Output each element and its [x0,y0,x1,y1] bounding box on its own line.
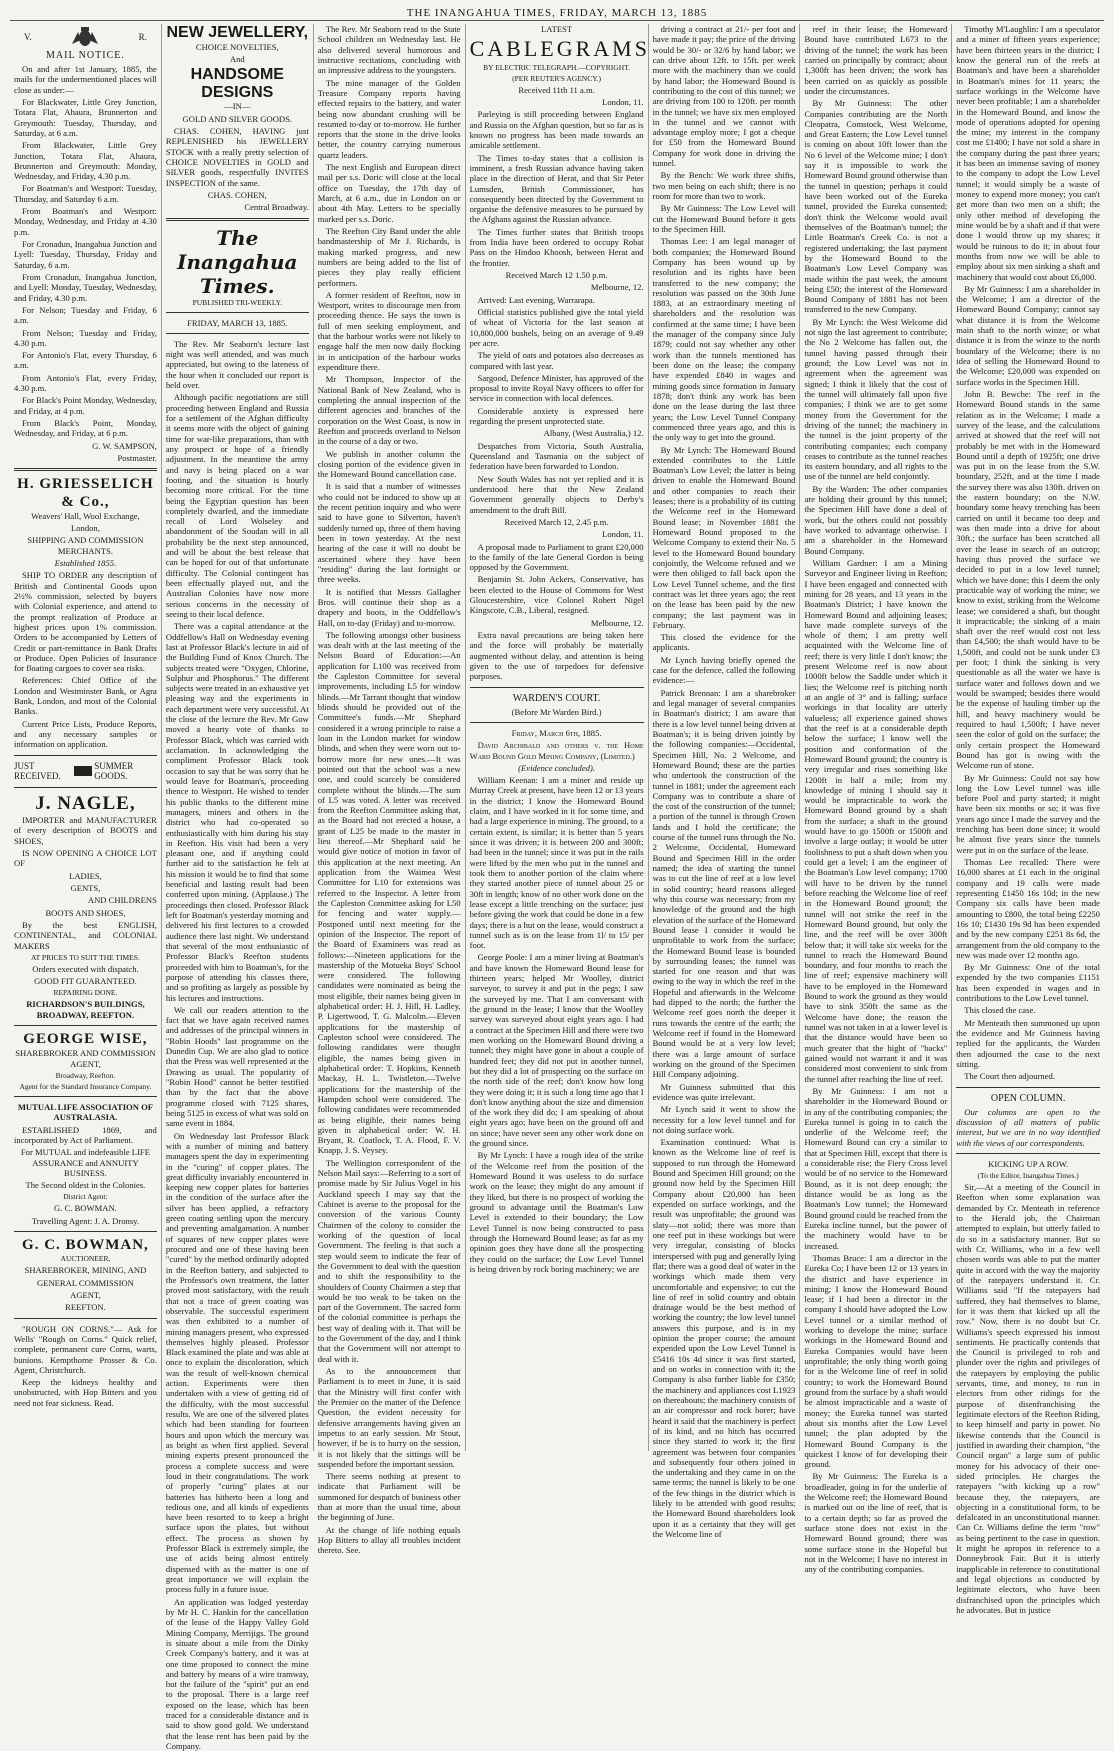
column-3 [314,24,466,1556]
jewellery-sign-address: Central Broadway. [244,202,309,213]
divider [470,687,644,688]
griesselich-title: H. GRIESSELICH & Co., [17,476,154,510]
divider [14,1025,157,1026]
paragraph: From Antonio's Flat, every Friday, 4.30 p.m. [14,372,157,394]
evidence-body [653,24,796,1539]
received-line: Received March 12 1.50 p.m. [505,270,608,281]
paragraph: By Mr Guinness: The Low Level will cut the Homeward Bound before it gets to the Specimen Hill. [652,203,796,234]
paragraph: New South Wales has not yet replied and it is understood here that the New Zealand Government generally objects to Derby's amendment to the draft Bill. [469,473,644,515]
griesselich-body [14,570,157,749]
editorial-body [166,339,309,1751]
column-4 [466,24,649,1451]
wardens-court-note: (Evidence concluded). [518,762,595,773]
griesselich-city: London, [70,523,100,534]
divider [166,312,309,313]
just-received-banner [14,761,157,783]
paragraph: Extra naval precautions are being taken here and the force will probably be materially augmented without delay, and attention is being given to the use of torpedoes for defensive purposes. [469,630,644,682]
newspaper-title: The Inangahua Times. [177,225,298,298]
paragraph: As to the announcement that Parliament is to meet in June, it is said that the Ministry will first confer with the Premier on the matter of the Defence Question, the evident necessity for defensive arrangements having given an impetus to an early session. Mr Stout, however, if he is to hurry on the session, it is not likely that the sittings will be suspended before the important session. [317,1366,461,1469]
nagle-text: GOOD FIT GUARANTEED. [34,976,137,987]
received-line: Received March 12, 2.45 p.m. [504,516,609,527]
mutual-text: District Agent: [63,1192,108,1202]
wise-title: GEORGE WISE, [23,1031,148,1048]
open-column-title: OPEN COLUMN. [990,1092,1066,1104]
paragraph: We call our readers attention to the fact that we have again received names and addresses of the principal winners in "Robin Hoods" last programme on the Dunedin Cup. We are also glad to notice that the Press was well represented at the Drawing as usual. The popularity of "Robin Hood" cannot be better testified than by the fact that the above programme closed with 7125 shares, being 5125 in excess of what was sold on same event in 1884. [165,1004,309,1129]
paragraph: SHIP TO ORDER any description of British and Continental Goods upon 2½% commission, selected by buyers with Colonial experience, and attend to the prompt realization of Produce at highest prices upon 1% commission. Orders to be accompanied by Letters of Credit or part-remittance in Bank Drafts or Produce. Open Policies of Insurance for floating cargoes to cover sea risks. [14,570,157,674]
paragraph: The Reefton City Band under the able bandmastership of Mr J. Richards, is making marked progress, and new numbers are being added to the list of pieces they play really efficient performers. [317,225,461,288]
nagle-text: LADIES, [69,870,102,881]
editorial-date: FRIDAY, MARCH 13, 1885. [187,317,288,328]
cable-group [470,542,644,616]
divider [956,1153,1100,1154]
local-news-body [318,24,461,1556]
paragraph: reef in their lease; the Homeward Bound have contributed L673 to the driving of the tunnel; the work has been carried on principally by contract; about 1,300ft has been driven; the work has been carried on as quickly as possible under the circumstances. [804,24,948,96]
paragraph: Sir,—At a meeting of the Council in Reefton when some explanation was demanded by Cr. Menteath in reference to the Herald job, the Chairman attempted to explain, but utterly failed to do so in a satisfactory manner. But so with Cr. Williams, who in a few well chosen words was able to put the matter quite in accord with the way the majority of the ratepayers understand it. Cr. Williams said "If the ratepayers had suffered, they had themselves to blame, for it was them that kicked up all the row." Now, there is no doubt but Cr. Williams's speech expressed his inmost sentiments. He practically contends that the Council is privileged to rob and plunder over the rights and privileges of the ratepayers by employing the public servants, time, and money, to run in electors from other ridings for the purpose of disenfranchising the legitimate electors of the Reefton Riding, to keep himself and party in power. No likewise contends that the Council is justified in awarding their champion, "the Council organ" a large sum of public money for his advocacy of their one-sided principles. He charges the ratepayers "with kicking up a row" because they, the ratepayers, are objecting in a constitutional form, to be defalcated in an unconstitutional manner. Can Cr. Williams define the term "row" as being pertinent to the case in question. It might be apropos in reference to a Donneybrook Fair. But it is utterly inapplicable in reference to constitutional and legal objections as conducted by legitimate electors, who have been disfranchised upon the principles which he advocates. But in justice [956,1182,1100,1615]
paragraph: There seems nothing at present to indicate that Parliament will be summoned for despatch of business other than at more than the usual time, about the beginning of June. [317,1471,461,1523]
jewellery-sign: CHAS. COHEN, [207,189,267,200]
nagle-title: J. NAGLE, [35,793,136,815]
mail-notice-body [14,64,157,439]
divider [14,468,157,471]
paragraph: The yield of oats and potatoes also decreases as compared with last year. [469,350,644,371]
jewellery-title: NEW JEWELLERY, [166,24,309,41]
mutual-text: The Second oldest in the Colonies. [25,1180,146,1191]
evidence-body [956,24,1100,1082]
cable-group [470,109,644,268]
wise-text: Broadway, Reefton. [55,1070,116,1080]
coat-of-arms-icon [68,26,102,48]
paragraph: For Nelson; Tuesday and Friday, 6 a.m. [14,304,157,326]
paragraph: For Blackwater, Little Grey Junction, Totara Flat, Ahaura, Brunnerton and Greymouth: Tuesday, Thursday, and Saturday, at 6 a.m. [14,96,157,138]
paragraph: By Mr Guinness: Could not say how long the Low Level tunnel was idle before Pool and party started; it might have been six months or so; it was five years ago since I made the survey and the trenching has been done since; it would be almost five years since the tunnels were put in on the surface of the lease. [956,772,1100,855]
griesselich-address: Weavers' Hall, Wool Exchange, [31,510,140,521]
paragraph: It is said that a number of witnesses who could not be induced to show up at the recent petition inquiry and who were said to have gone to Silverton, haven't suddenly turned up, three of them having been in town yesterday. At the next hearing of the case it will no doubt be ascertained where they have been "residing" during the last fortnight or three weeks. [317,481,461,585]
column-6 [800,24,952,1575]
column-7 [952,24,1104,1615]
paragraph: Mr Guinness submitted that this evidence was quite irrelevant. [652,1081,796,1102]
cablegrams-agency: (PER REUTER'S AGENCY.) [512,73,602,83]
nagle-text: REPAIRING DONE. [53,988,118,998]
nagle-text: IMPORTER and MANUFACTURER of every description of BOOTS and SHOES, [14,815,157,846]
paragraph: Current Price Lists, Produce Reports, and any necessary samples or information on application. [14,718,157,750]
dateline: Melbourne, 12. [590,617,644,628]
paragraph: By Mr Guinness: I am not a shareholder in the Homeward Bound or in any of the contributing companies; the Eureka tunnel is going in to catch the underlie of the Welcome reef; the Homeward Bound can cry a similar to that at Specimen Hill, except that there is a considerable rise; the Fiery Cross level would be of no service to the Homeward Bound, as it is not deep enough; the distance would be as long as the Boatman's Low tunnel; the Homeward Bound ground could be reached from the Eureka incline tunnel, but the power of the machinery would have to be increased. [804,1085,948,1251]
jewellery-sub: CHOICE NOVELTIES, [195,41,279,52]
wardens-court-body [470,775,644,1274]
crest-left-letter: V. [24,31,32,42]
dateline: Albany, (West Australia,) 12. [543,428,644,439]
paragraph: Official statistics published give the total yield of wheat of Victoria for the last season at 10,800,000 bushels, being on an average of 9.49 per acre. [469,306,644,348]
paragraph: For Boatman's and Westport: Tuesday, Thursday, and Saturday 6 a.m. [14,183,157,204]
mutual-text: ESTABLISHED 1869, and incorporated by Act of Parliament. [14,1124,157,1145]
columns [10,24,1104,1751]
paragraph: Mr Lynch having briefly opened the case for the defence, called the following evidence:— [652,654,796,686]
letter-body [956,1182,1100,1615]
royal-crest [14,24,157,50]
nagle-text: IS NOW OPENING A CHOICE LOT OF [14,848,157,869]
evidence-body [804,24,947,1575]
divider [14,755,157,756]
paragraph: For Black's Point Monday, Wednesday, and Friday, at 4 p.m. [14,395,157,416]
paragraph: Timothy M'Laughlin: I am a speculator and a miner of fifteen years experience; have been thirteen years in the district; I know the general run of the reefs at Boatman's and have been a shareholder in Boatman's mines for 11 years; the surface workings in the Welcome have never been profitable; I am a shareholder in the Homeward Bound, and know the mode of operations adopted for opening the mine; my interest in the company cost me £1400; I have not sold a share in the company during the past three years; it has been an immense saving of money to the company to adopt the Low Level tunnel; it would simply be a waste of money to expend more money; you can't get more than two men on a shift; the only other method of developing the mine would be by a shaft and if that were done I would throw up my shares; it would be ruinous to do it; in about four months from now we will be able to employ about six men sinking a shaft and machinery that would cost about £6,000. [956,24,1100,282]
paragraph: At the change of life nothing equals Hop Bitters to allay all troubles incident thereto. See. [317,1524,461,1556]
paragraph: Considerable anxiety is expressed here regarding the present unprotected state. [469,405,644,427]
jewellery-sub: GOLD AND SILVER GOODS. [182,113,293,124]
paragraph: By Mr Lynch: I have a rough idea of the strike of the Welcome reef from the position of the Homeward Bound it was useless to do surface work on the lease; they might do any amount if they liked, but there is no prospect of working the ground to advantage until the Boatman's Low Level is extended to their boundary; the Low Level Tunnel is now being constructed to pass through the Homeward Bound lease; as far as my opinion goes they have done all the prospecting they could on the surface; the Low Level Tunnel is being driven by rock boring machinery; we are [469,1150,644,1274]
paragraph: An application was lodged yesterday by Mr H. C. Hankin for the cancellation of the lease of the Happy Valley Gold Mining Company, Merrijigs. The ground is situate about a mile from the Dinky Creek Company's battery, and it was at one time proposed to connect the mine and battery by means of a wire tramway, but the failure of the "spirit" put an end to the proposal. There is a large reef exposed on the lease, which has been traced for a considerable distance and is said to show good gold. We understand that the lease rent has been paid by the Company. [165,1596,309,1751]
dateline: Melbourne, 12. [590,282,644,293]
griesselich-business: SHIPPING AND COMMISSION MERCHANTS. [27,535,144,556]
page-masthead: THE INANGAHUA TIMES, FRIDAY, MARCH 13, 1885 [10,6,1104,21]
wardens-court-date: Friday, March 6th, 1885. [511,727,602,738]
paragraph: The Times further states that British troops from India have been ordered to occupy Robat Pass on the Hindoo Khoosh, between Herat and the frontier. [469,226,644,268]
divider [166,333,309,334]
mutual-title: MUTUAL LIFE ASSOCIATION OF AUSTRALASIA. [17,1101,154,1123]
paragraph: By Mr Lynch: The Homeward Bound extended contributes to the Little Boatman's Low Level; the latter is being driven to enable the Homeward Bound and other companies to reach their leases; there is a probability of its cutting the Welcome reef in the Homeward Bound lease; in November 1881 the Homeward Bound proposed to the Welcome Company to extend their No. 5 level to the Homeward Bound boundary conjointly, the Welcome refused and we were then obliged to fall back upon the Low Level Tunnel scheme, and the first contract was let three years ago; the rent on the lease has been paid by the new company; the last payment was in February. [652,444,796,630]
paragraph: By Mr Lynch: the West Welcome did not sign the last agreement to contribute; the No 2 Welcome has fallen out, the tunnel having passed through their ground; the Low Level was not in agreement when the agreement was signed; I think it likely that the cost of the tunnel will ultimately fall upon five companies; I think we are to get some money from the Government for the driving of the tunnel; the machinery in the tunnel is the joint property of the contributing companies; each company ceases to contribute as the tunnel reaches its eastern boundary, and all rights to the use of the tunnel are held conjointly. [804,316,948,482]
received-line: Received 11th 11 a.m. [518,84,595,95]
nagle-text: BOOTS AND SHOES, [45,907,126,918]
nagle-text: By the best ENGLISH, CONTINENTAL, and COLONIAL MAKERS [14,919,157,951]
paragraph: It is notified that Messrs Gallagher Bros. will continue their shop as a drapery and boots, in the Oddfellow's Hall, on to-day (Friday) and to-morrow. [317,586,461,628]
just-received-label: JUST RECEIVED. [14,760,61,782]
divider [166,218,309,221]
nagle-text: GENTS, [70,882,101,893]
bowman-title: G. C. BOWMAN, [22,1237,149,1254]
paragraph: A former resident of Reefton, now in Westport, writes to discourage men from proceeding thence. He says the town is full of men seeking employment, and that the harbour works were not likely to engage half the men now daily flocking in in anticipation of the harbour works expenditure there. [317,289,461,372]
paragraph: By Mr Guinness: I am a shareholder in the Welcome; I am a director of the Homeward Bound Company; cannot say what distance it is from the Welcome main shaft to the north winze; or what distance it is from the winze to the north boundary of the Welcome; there is no idea of selling the Homeward Bound to the Welcome; £20,000 was expended on surface works in the Specimen Hill. [956,283,1100,387]
bowman-text: AUCTIONEER, [60,1254,111,1264]
nagle-text: AT PRICES TO SUIT THE TIMES. [31,952,140,962]
paragraph: There was a capital attendance at the Oddfellow's Hall on Wednesday evening last at Professor Black's lecture in aid of the Building Fund of Knox Church. The subjects treated were "Oxygen, Chlorine, Sulphur and Phosphorus." The different subjects were treated in an exhaustive yet pleasing way and the experiments in each department were very successful. At the close of the lecture the Rev. Mr Gow moved a hearty vote of thanks to Professor Black, which was carried with acclamation. In acknowledging the compliment Professor Black took occasion to say that he was sorry that he would leave for Boatman's, proceeding thence to Westport. He wished to tender his public thanks to the different mine managers, miners and others in the district who had co-operated so enthusiastically with him during his stay in Reefton. His visit had been a very pleasant one, and if anything could further aid to the satisfaction he felt at his mission it would be to find that some beneficial and lasting result had been conferred upon mining. (Applause.) The proceedings then closed. Professor Black left for Boatman's yesterday morning and delivered his first lectures to a crowded audience there last night. We understand that several of the most enthusiastic of Professor Black's Reefton students proceeded with him to Boatman's, for the purpose of attending his classes there, and so profiting as largely as possible by his lectures and instructions. [165,621,309,1003]
jewellery-sub: —IN— [224,101,251,112]
paragraph: Arrived: Last evening, Warrarapa. [477,294,595,305]
mail-sign-title: Postmaster. [117,452,157,463]
paragraph: The Times to-day states that a collision is imminent, a fresh Russian advance having taken place in the direction of Herat, and that Sir Peter Lumsden, British Commissioner, has consequently been directed by the Government to organise the defensive measures to be pursued by the Afghans against the Russian advance. [469,152,644,225]
rough-on-corns-ad: "ROUGH ON CORNS."— Ask for Wells' "Rough on Corns." Quick relief, complete, permanent cure Corns, warts, bunions. Kempthorne Prosser & Co. Agent, Christchurch. [14,1323,157,1375]
newspaper-subtitle: PUBLISHED TRI-WEEKLY. [192,297,282,307]
mail-sign: G. W. SAMPSON, [92,440,157,451]
paragraph: Thomas Lee recalled: There were 16,000 shares at £1 each in the original company and 19 calls were made representing £1450 16s 10d; in the new Company six calls have been made amounting to £800, the total being £2250 16s 10; £1430 19s 9d has been expended and by the new company £251 8s 6d, the arrangement from the old company to the new was made over 12 months ago. [956,857,1100,960]
paragraph: For Antonio's Flat, every Thursday, 6 a.m. [14,350,157,371]
letter-addressee: (To the Editor, Inangahua Times.) [977,1171,1079,1181]
paragraph: Parleying is still proceeding between England and Russia on the Afghan question, but so far as is known no progress has been made towards an amicable settlement. [469,109,644,151]
paragraph: This closed the evidence for the applicants. [652,632,796,653]
bowman-text: SHAREBROKER, MINING, AND [24,1265,147,1276]
paragraph: This closed the case. [964,1005,1036,1016]
column-5 [649,24,801,1539]
paragraph: The Rev. Mr Seaborn read to the State School children on Wednesday last. He also delivered several humorous and instructive recitations, concluding with an impressive address to the youngsters. [317,24,461,76]
paragraph: Examination continued: What is known as the Welcome line of reef is supposed to run through the Homeward Bound and Specimen Hill ground; on the ground now held by the Specimen Hill Company about £20,000 has been expended on surface workings, and the result was unprofitable; the ground was slaty—not solid; there was more than one reef put in these workings but were very irregular, consisting of blocks interspersed with pug and generally lying flat; there was a good deal of water in the workings which made them very uncomfortable and expensive; to cut the line of reef in solid country and obtain drainage would be the best method of working the country; the low level tunnel answers this purpose, and is in my opinion the proper course; the amount expended upon the Low Level Tunnel is £5416 10s 4d since it was first started, and on works in connection with it; the Company is also further liable for £350; the machinery and appliances cost L1923 on thereabouts; the machinery consists of an air compressor and rock borer; have heard it said that the machinery is perfect of its kind, and no hitch has occurred since they started to work it; the first agreement was between four companies and subsequently four others joined in the undertaking and they came in on the same terms; the tunnel is likely to be one of the few things in the district which is likely to be attended with good results; the Homeward Bound shareholders look upon it as a certainty that they will get the Welcome line of [652,1137,796,1539]
wardens-court-title: WARDEN'S COURT. [512,692,601,704]
bowman-text: GENERAL COMMISSION [37,1277,134,1288]
paragraph: The next English and European direct mail per s.s. Doric will close at the local office on Tuesday, the 17th day of March, at 6 a.m., due in London on or about 4th May. Letters to be specially marked per s.s. Doric. [317,162,461,224]
crest-icon [72,764,94,778]
paragraph: By the Bench: We work three shifts, two men being on each shift; there is no room for more than two to work. [652,170,796,201]
paragraph: driving a contract at 21/- per foot and have made it pay; the price of the driving would be 30/- or 32/6 by hand labor; we can drive about 12ft. to 15ft. per week more with the machinery than we could by hand labor; the Homeward Bound is contributing to the cost of this tunnel; we are driving from 100 to 120ft. per month in the tunnel; we have six men employed in the tunnel and we cannot with advantage employ more; I got a cheque for £50 from the Homeward Bound Company for work done in driving the tunnel. [652,24,796,169]
jewellery-designs: HANDSOME DESIGNS [190,66,284,101]
paragraph: Mr Menteath then summoned up upon the evidence and Mr Guinness having replied for the applicants, the Warden then adjourned the case to the next sitting. [956,1017,1100,1069]
column-1 [10,24,162,1451]
wise-text: Agent for the Standard Insurance Company. [19,1081,152,1091]
paragraph: From Nelson; Tuesday and Friday, 4.30 p.m. [14,327,157,348]
paragraph: From Boatman's and Westport: Monday, Wednesday, and Friday at 4.30 p.m. [14,206,157,237]
paragraph: From Black's Point, Monday, Wednesday, and Friday, at 6 p.m. [14,418,157,439]
paragraph: By the Warden: The other companies are holding their ground by this tunnel; the Specimen Hill have done a deal of work, but the others could not possibly have worked to advantage otherwise. I am a shareholder in the Homeward Bound Company. [804,483,948,556]
wise-text: SHAREBROKER AND COMMISSION AGENT, [15,1048,156,1069]
paragraph: Mr Thompson, Inspector of the National Bank of New Zealand, who is completing the annual inspection of the different agencies and branches of the corporation on the West Coast, is now in Reefton and proceeds overland to Nelson in the course of a day or two. [317,374,461,447]
nagle-text: Orders executed with dispatch. [32,963,139,974]
divider [14,1231,157,1232]
bowman-text: REEFTON. [65,1302,106,1313]
wardens-court-sub: (Before Mr Warden Bird.) [511,706,602,717]
paragraph: George Poole: I am a miner living at Boatman's and have known the Homeward Bound lease for thirteen years; helped Mr Woolley, district surveyor, to survey it and put in the pegs; I saw the surveyed by me. That I am conversant with the ground in the lease; I know that the Woolley survey was surveyed about eight years ago. I had a contract at the Specimen Hill and there were two men working on the Homeward Bound driving a tunnel; they might have gone in about a couple of hundred feet; they did not put in another tunnel, but they did a lot of prospecting on the surface on the north side of the reef; don't know how long they were doing it; it is such a long time ago that I don't know anything about the size and dimension of the work they did do; I am speaking of about eight years ago; have been on the ground off and on since; have never seen any other work done on the ground since. [469,952,644,1149]
paragraph: On Wednesday last Professor Black with a number of mining and battery managers spent the day in experimenting in the "curing" of copper plates. The great difficulty invariably encountered in keeping new copper plates for batteries in the condition of the surface after the silver has been applied, a refractory green coating settling upon the mercury and preventing amalgamation. A number of squares of new copper plates were procured and one of these having been "cured" by the method ordinarily adopted in the Reefton battery, and subjected to the Professor's own treatment, the latter proved most satisfactory, with the result that not a trace of green coating was observable. The successful experiment was then exhibited to a number of mining managers present, who expressed themselves highly pleased. Professor Black examined the plate and was able at once to explain the discoloration, which was the result of well-known chemical action. Experiments were then undertaken with a view of getting rid of the difficulty, with the most successful results. We are one of the silvered plates which had been standing for fourteen hours and upon which the mercury was as bright as when first applied. Several mining experts present pronounced the process a complete success and were loud in their congratulations. The work of properly "curing" plates at our batteries has hitherto been a long and tedious one, and all kinds of expedients have been resorted to to keep a bright surface upon the plates, but without effect. The process as shown by Professor Black is extremely simple, the use of acids being almost entirely dispensed with as the matter is one of great importance we will explain the process fully in a future issue. [165,1130,309,1595]
paragraph: A proposal made to Parliament to grant £20,000 to the family of the late General Gordon is being opposed by the Government. [469,541,644,573]
paragraph: Benjamin St. John Ackers, Conservative, has been elected to the House of Commons for West Gloucestershire, vice Colonel Robert Nigel Kingscote, C.B., Liberal, resigned. [469,574,644,616]
paragraph: From Blackwater, Little Grey Junction, Totara Flat, Ahaura, Brunnerton and Greymouth: Monday, Wednesday, and Friday, 4.30 p.m. [14,140,157,182]
paragraph: We publish in another column the closing portion of the evidence given in the Homeward Bound cancellation case. [317,448,461,480]
cable-group [470,295,644,427]
mutual-text: For MUTUAL and indefeasible LIFE ASSURANCE and ANNUITY BUSINESS. [20,1147,150,1178]
nagle-text: AND CHILDRENS [87,895,157,906]
paragraph: William Keenan: I am a miner and reside up Murray Creek at present, have been 12 or 13 years in the district; I know the Homeward Bound claim, and I have worked in it for some time, and had a large experience in mining. The ground, to a certain extent, is similar; it is better than 5 years since it was driven; it is between 200 and 300ft; had been in the tunnel; since it was put in the rails were lifted by the men who put in the tunnel and took them to another portion of the claim where they started another piece of tunnel about 25 or 30ft in length; know of no other work done on the lease except a little trenching on the surface; just before giving the work that could be done in a few days; there is a hut on the lease, would construct a tunnel such as is on the lease from 1l/ to 15/ per foot. [469,775,644,951]
column-2 [162,24,314,1751]
paragraph: The mine manager of the Golden Treasure Company reports having effected repairs to the battery, and water being now abundant crushing will be resumed to-day or to-morrow. He further reports that the stone in the drive looks better, the country carrying numerous quartz leaders. [317,77,461,160]
paragraph: Although pacific negotiations are still proceeding between England and Russia for a settlement of the Afghan difficulty it seems more with the object of gaining time for war-like preparations, than with any prospect or hope of a friendly adjustment. In the meantime the army and navy is being placed on a war footing, and the situation is hourly becoming more critical. For the time being the Egyptian question has been completely dwarfed, and the immediate recall of Lord Wolseley and abandonment of the Soudan will in all probability be the next step announced, and will be about the best release that can be hoped for out of that unfortunate difficulty. The Colonial contingent has been effectually played out, and the Australian Colonies have now more serious concerns in the necessity of seeing to their local defence. [165,392,309,619]
paragraph: William Gardner: I am a Mining Surveyor and Engineer living in Reefton; I have been engaged and connected with mining for 28 years, and 13 years in the Boatman's District; I have known the Homeward Bound and adjoining leases; have made complete surveys of the whole of them; I am pretty well acquainted with the Welcome line of reef; there is very little I don't know; the present Welcome reef is now about 1000ft below the Saddle under which it lies; the Welcome reef is pitching north at an angle of 3° and is falling; surface workings in that locality are utterly valueless; all experience gained shows that the reef is at a considerable depth below the surface; I know well the position and conformation of the Homeward Bound ground; the country is very irregular and rises something like 1200ft in half a mile; from my knowledge of mining I should say it would be impracticable to work the Homeward Bound ground by a shaft from the surface; a shaft in the ground would have to go 1500ft or 1500ft and involve a large outlay; it would be utter foolishness to put a shaft down when you could get a level; I am the engineer of the Boatman's Low level company; 1700 will have to be driven by the tunnel before reaching the Welcome line of reef in the Homeward Bound ground; the tunnel will not strike the reef in the Homeward Bound ground, but only the line, and the reef will be over 300ft below that; it will take six weeks for the tunnel to reach the Homeward Bound boundary, and four months to reach the line of reef; expensive machinery will have to be employed in the Homeward Bound to work the ground as they would have to sink 350ft the same as the Welcome have done; the reason the tunnel was not taken in at a lower level is that the distance would have been so much greater that the hight of "backs" gained would not warrant it and it was considered most convenient to sink from the tunnel after reaching the line of reef. [804,557,948,1084]
cablegrams-kicker: LATEST [541,24,573,34]
mail-notice-title: MAIL NOTICE. [46,50,125,61]
paragraph: The Court then adjourned. [964,1071,1055,1082]
mutual-text: G. C. BOWMAN. [54,1203,117,1214]
paragraph: Thomas Bruce: I am a director in the Eureka Co; I have been 12 or 13 years in the district and have experience in mining; I know the Homeward Bound lease; if I had been a director in the company I should have adopted the Low Level tunnel or a similar method of working to develope the mine; surface workings in the Homeward Bound and Eureka Companies would have been unprofitable; the only thing worth going for is the Welcome line of reef in solid country; to work the Homeward Bound ground from the surface by a shaft would be almost impracticable and a waste of money; the Eureka tunnel was started about six months after the Low Level tunnel; the plan adopted by the Homeward Bound Company is the quickest I know of for developing their ground. [804,1252,948,1470]
letter-title: KICKING UP A ROW. [988,1158,1069,1169]
cablegrams-sub: BY ELECTRIC TELEGRAPH.—COPYRIGHT. [483,62,631,72]
paragraph: Patrick Brennan: I am a sharebroker and legal manager of several companies in Boatman's district; I am aware that there is a low level tunnel being driven at Boatman's; it is being driven jointly by the following companies:—Occidental, Specimen Hill, No. 2 Welcome, and Homeward Bound; these are the parties who undertook the construction of the tunnel in 1881; under the agreement each Company was to contribute a share of the cost of the construction of the tunnel; a portion of the tunnel is through Crown lands and I hold the certificate; the course of the tunnel runs through the No. 2 Welcome, Occidental, Homeward Bound and Specimen Hill in the order named; the idea of starting the tunnel was to cut the line of reef at a low level in solid country; heard reasons alleged why this course was necessary; from my knowledge of the ground and the high elevation of the surface of the Homeward Bound lease I consider it would be unprofitable to work from the surface; the Homeward Bound lease is bounded by surrounding leases; the tunnel was started for one reason and that was owing to the way in which the reef in the Hopeful and afterwards in the Welcome had dipped to the north; the further the Welcome reef goes north the deeper it runs towards the centre of the earth; the Welcome reef if found in the Homeward Bound would be at a very low level; there was a large amount of surface working on the ground of the Specimen Hill Company adjoining. [652,687,796,1080]
cablegrams-title: CABLEGRAMS [469,36,650,62]
paragraph: By Mr Guinness: The other Companies contributing are the North Cleopatra, Comstock, West Welcome, and Great Eastern; the Low Level tunnel is coming on about 10ft lower than the No 6 level of the Welcome mine; I don't say it is impossible to work the Homeward Bound ground otherwise than the tunnel in question; perhaps it could have been worked out of the Eureka tunnel, provided the Eureka consented; don't think the Welcome would avail themselves of the Boatman's tunnel; the Little Boatman's Creek Co. is not a registered undertaking; the last payment by the Homeward Bound to the Boatman's Low Level Company was made within the past week, the amount being £50; the interest of the Homeward Bound Company of 1881 has not been transferred to the new Company. [804,98,948,315]
wardens-court-case: David Archibald and others v. the Home Ward Bound Gold Mining Company, (Limited.) [469,740,644,761]
paragraph: The following amongst other business was dealt with at the last meeting of the Nelson Board of Education:—An application for L100 was received from the Capleston Committee for several improvements, including L5 for window blinds.—Mr Tarrant thought that window blinds should be provided out of the Committee's funds.—Mr Shephard considered it a wrong principle to raise a loan in the London market for window blinds, and when they were worn out to-borrow more for new ones.—It was pointed out that the school was a new one, and could scarcely be considered complete without the blinds.—The sum of L5 was voted. A letter was received from the Reefton Committee asking that, as the Board had not erected a house, a grant of L25 be made to the master in lieu thereof.—Mr Shephard said he would give notice of motion in favor of this application at the next meeting. An application from the Waimea West Committee for L10 for extensions was referred to the Inspector. A letter from the Capleston Committee asking for L50 for fencing and water supply.—Postponed until next meeting for the opinion of the Inspector. The report of the Board of Examiners was read as follows:—Nineteen applications for the mastership of the Motueka Boys' School were considered. The following candidates were nominated as being the most eligible, their names being given in alphabetical order: H. J. Hill, H. Ladley, P. Ligertwood, T. G. Malcolm.—Eleven applications for the mastership of Capleston school were considered. The following candidates were thought eligible, the names being given in alphabetical order: T. Hopkins, Kenneth Mackay, H. L. Twistleton.—Twelve applications for the mastership of the Hampden school were considered. The following candidates were recommended as being eligible, their names being given in alphabetical order: W. H. Bryant, R. Coatlock, T. A. Flood, F. V. Knapp, J. S. Veysey. [317,629,461,1156]
paragraph: By Mr Guinness: The Eureka is a broadleader, going in for the underlie of the Welcome reef; the Homeward Bound is marked out on the line of reef, that is to a certain depth; so far as proved the surface stone does not exist in the Homeward Bound ground; there was some surface stone in the Hopeful but not in the Welcome; I have no interest in any of the contributing companies. [804,1471,948,1575]
cable-group [470,441,644,515]
paragraph: John B. Bewche: The reef in the Homeward Bound stands in the same relation as in the Welcome; I made a survey of the lease, and the calculations arrived at showed that the reef will not probably be met with in the Homeward Bound until a depth of 1925ft; one drive was put in on the lease from the S.W. boundary, 252ft, and at the time I made the survey there was also 130ft. driven on the eastern boundary; on the N.W. boundary some heavy trenching has been carried on until it became too deep and was then made into a drive for about 30ft.; the surface has been scratched all over the lease in search of an outcrop; having thus proved the surface we decided to put in a low level tunnel; which we have done; this I deem the only practicable way of working the mine; we know to exist, striking from the Welcome lease; we considered a shaft, but thought it impracticable; the sinking of a main shaft over the reef would cost not less than £4,500; the shaft would have to be 1,500ft, and could not be sunk under £3 per foot; I think the sinking is very questionable as all the water we have is surface water and follows down and we would be swamped; besides there would be the expense of hauling timber up the hill, and heavy machinery would be required to haul 1,500ft; I have never seen the color of gold on the surface; the only certain prospect the Homeward Bound has got is owing with the Welcome run of stone. [956,388,1100,771]
paragraph: The Wellington correspondent of the Nelson Mail says:—Referring to a sort of promise made by Sir Julius Vogel in his Auckland speech I may say that the Cabinet is averse to the proposal for the conversion of the various County Chairmen of the colony to consider the working of the question of local Government. The feeling is that such a step would seem to indicate the fear of the Government to deal with the question and to shift the responsibility to the shoulders of County Chairmen a step that would be too weak to be taken on the part of the Government. The sacred form of the colonial committee is perhaps the best way of dealing with it. That will be to the Government of the day, and I think that the Government will not attempt to deal with it. [317,1157,461,1364]
divider [14,1096,157,1097]
paragraph: References: Chief Office of the London and Westminster Bank, or Agra Bank, London, and most of the Colonial Banks. [14,675,157,717]
dateline: London, 11. [602,97,644,108]
open-column-note: Our columns are open to the discussion of all matters of public interest, but we are in no way identified with the views of our correspondents. [956,1106,1100,1148]
cable-group [470,630,644,682]
crest-right-letter: R. [138,31,147,42]
divider [14,787,157,788]
paragraph: Despatches from Victoria, South Australia, Queensland and Tasmania on the subject of federation have been forwarded to London. [469,440,644,472]
paragraph: On and after 1st January, 1885, the mails for the undermentioned places will close as under:— [14,64,157,95]
paragraph: Thomas Lee: I am legal manager of both companies; the Homeward Bound Company has been wound up by resolution and its rights have been transferred to the new company; the resolution was passed on the 30th June 1883, at an extraordinary meeting of shareholders and the resolution was confirmed at the same time; I have been the manager of the company since July 1879; could not say whether any other work than the tunnels mentioned has been done on the lease; the company have expended £840 in wages and mining goods since formation in January 1878; don't think any work has been done on the lease during the last three years; the Low Level Tunnel Company commenced three years ago, and this is the only way to get into the ground. [652,236,796,443]
hop-bitters-ad: Keep the kidneys healthy and unobstructed, with Hop Bitters and you need not fear sickness. Read. [14,1377,157,1408]
divider [956,1087,1100,1088]
paragraph: For Cronadun, Inangahua Junction and Lyell: Tuesday, Thursday, Friday and Saturday, 6 a.m. [14,239,157,270]
bowman-text: AGENT, [70,1289,101,1300]
jewellery-sub: And [229,53,245,64]
divider [470,722,644,723]
paragraph: The Rev. Mr Seaborn's lecture last night was well attended, and was much appreciated, but owing to the lateness of the hour when it concluded our report is held over. [165,338,309,391]
paragraph: By Mr Guinness: One of the total expended by the two companies £1151 has been expended in wages and in contributions to the Low Level tunnel. [956,962,1100,1004]
summer-goods-label: SUMMER GOODS. [94,760,134,782]
paragraph: Sargood, Defence Minister, has approved of the proposal to invite Royal Navy officers to offer for service in connection with local defences. [469,372,644,404]
griesselich-established: Established 1855. [54,558,117,568]
divider [14,1318,157,1319]
paragraph: From Cronadun, Inangahua Junction, and Lyell: Monday, Tuesday, Wednesday, and Friday, 4.30 p.m. [14,271,157,303]
jewellery-body: CHAS. COHEN, HAVING just REPLENISHED his JEWELLERY STOCK with a really pretty selection of CHOICE NOVELTIES in GOLD and SILVER goods, respectfully INVITES INSPECTION of the same. [165,126,309,188]
dateline: London, 11. [602,529,644,540]
nagle-text: RICHARDSON'S BUILDINGS, BROADWAY, REEFTON. [26,999,145,1020]
paragraph: Mr Lynch said it went to show the necessity for a low level tunnel and for not doing surface work. [652,1104,796,1135]
mutual-text: Travelling Agent: J. A. Dronsy. [31,1215,140,1226]
